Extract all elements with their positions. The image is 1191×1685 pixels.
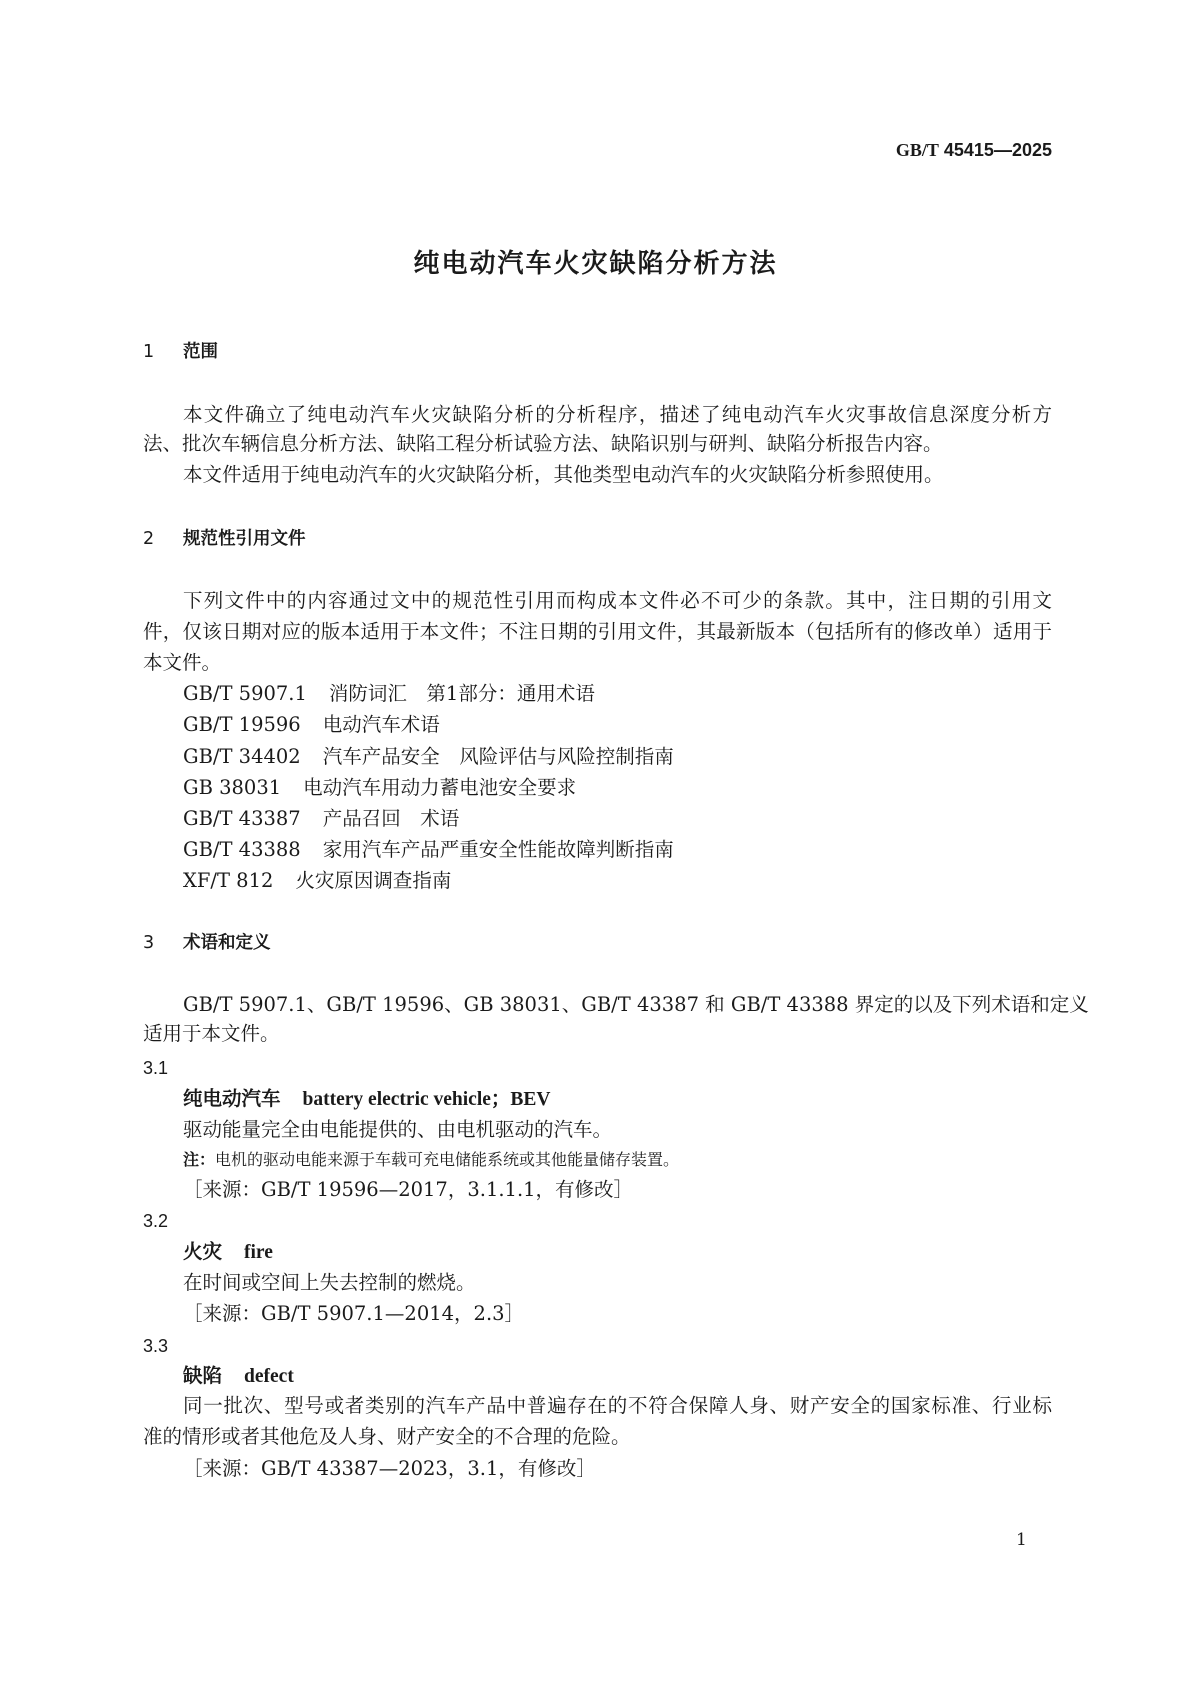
reference-code: GB 38031 bbox=[183, 776, 282, 799]
paragraph-line: 本文件确立了纯电动汽车火灾缺陷分析的分析程序，描述了纯电动汽车火灾事故信息深度分析方 bbox=[183, 403, 1052, 426]
term-number: 3.3 bbox=[143, 1336, 169, 1356]
term-en: battery electric vehicle；BEV bbox=[302, 1089, 551, 1110]
term-name bbox=[183, 1364, 1052, 1389]
section-number: 3 bbox=[143, 933, 155, 953]
section-number: 2 bbox=[143, 529, 155, 549]
section-title: 范围 bbox=[183, 342, 218, 362]
section-2-heading bbox=[143, 527, 1052, 551]
document-title: 纯电动汽车火灾缺陷分析方法 bbox=[413, 249, 778, 279]
standard-code: 45415—2025 bbox=[943, 140, 1052, 160]
reference-code: GB/T 5907.1 bbox=[183, 682, 307, 705]
term-definition: 同一批次、型号或者类别的汽车产品中普遍存在的不符合保障人身、财产安全的国家标准、行业标 bbox=[183, 1394, 1052, 1417]
normative-reference bbox=[183, 838, 1092, 862]
paragraph-line: 法、批次车辆信息分析方法、缺陷工程分析试验方法、缺陷识别与研判、缺陷分析报告内容。 bbox=[143, 432, 943, 455]
paragraph-line: 件，仅该日期对应的版本适用于本文件；不注日期的引用文件，其最新版本（包括所有的修改单）适用于 bbox=[143, 620, 1052, 643]
term-source: ［来源：GB/T 5907.1—2014，2.3］ bbox=[183, 1302, 525, 1325]
normative-reference bbox=[183, 682, 1092, 706]
normative-reference bbox=[183, 745, 1092, 769]
reference-code: GB/T 19596 bbox=[183, 713, 301, 736]
section-1-heading bbox=[143, 340, 1052, 364]
term-zh: 纯电动汽车 bbox=[183, 1087, 281, 1110]
reference-title: 家用汽车产品严重安全性能故障判断指南 bbox=[322, 838, 674, 861]
reference-code: GB/T 43388 bbox=[183, 838, 301, 861]
note-text: 电机的驱动电能来源于车载可充电储能系统或其他能量储存装置。 bbox=[215, 1150, 680, 1169]
standard-number bbox=[896, 140, 1052, 161]
section-title: 术语和定义 bbox=[183, 933, 271, 953]
reference-code: GB/T 34402 bbox=[183, 745, 301, 768]
reference-title: 电动汽车术语 bbox=[322, 713, 440, 736]
paragraph-line: 本文件。 bbox=[143, 651, 222, 674]
reference-title: 产品召回 术语 bbox=[322, 807, 460, 830]
reference-title: 汽车产品安全 风险评估与风险控制指南 bbox=[322, 745, 674, 768]
normative-reference bbox=[183, 869, 1092, 893]
term-zh: 火灾 bbox=[183, 1240, 223, 1263]
reference-title: 消防词汇 第1部分：通用术语 bbox=[328, 682, 595, 705]
term-number: 3.2 bbox=[143, 1211, 169, 1231]
normative-reference bbox=[183, 807, 1092, 831]
section-3-heading bbox=[143, 931, 1052, 955]
paragraph-line: GB/T 5907.1、GB/T 19596、GB 38031、GB/T 43387 和 GB/T 43388 界定的以及下列术语和定义 bbox=[183, 993, 1089, 1016]
paragraph-line: 本文件适用于纯电动汽车的火灾缺陷分析，其他类型电动汽车的火灾缺陷分析参照使用。 bbox=[183, 463, 944, 486]
paragraph-line: 下列文件中的内容通过文中的规范性引用而构成本文件必不可少的条款。其中，注日期的引用文 bbox=[183, 589, 1052, 612]
term-en: fire bbox=[244, 1242, 273, 1263]
term-zh: 缺陷 bbox=[183, 1364, 223, 1387]
reference-code: GB/T 43387 bbox=[183, 807, 301, 830]
term-definition: 在时间或空间上失去控制的燃烧。 bbox=[183, 1271, 476, 1294]
paragraph-line: 适用于本文件。 bbox=[143, 1022, 280, 1045]
section-title: 规范性引用文件 bbox=[183, 529, 306, 549]
term-note bbox=[183, 1148, 1052, 1172]
term-source: ［来源：GB/T 19596—2017，3.1.1.1，有修改］ bbox=[183, 1178, 634, 1201]
page-number: 1 bbox=[1016, 1530, 1027, 1550]
normative-reference bbox=[183, 776, 1092, 800]
term-en: defect bbox=[244, 1366, 294, 1387]
term-name bbox=[183, 1240, 1052, 1265]
term-name bbox=[183, 1087, 1052, 1112]
term-source: ［来源：GB/T 43387—2023，3.1，有修改］ bbox=[183, 1457, 596, 1480]
normative-reference bbox=[183, 713, 1092, 737]
term-number: 3.1 bbox=[143, 1058, 169, 1078]
term-definition: 准的情形或者其他危及人身、财产安全的不合理的危险。 bbox=[143, 1425, 631, 1448]
term-definition: 驱动能量完全由电能提供的、由电机驱动的汽车。 bbox=[183, 1118, 613, 1141]
reference-code: XF/T 812 bbox=[183, 869, 274, 892]
reference-title: 电动汽车用动力蓄电池安全要求 bbox=[303, 776, 577, 799]
reference-title: 火灾原因调查指南 bbox=[295, 869, 452, 892]
section-number: 1 bbox=[143, 342, 155, 362]
standard-prefix: GB/T bbox=[895, 140, 939, 160]
note-label: 注： bbox=[183, 1150, 216, 1169]
